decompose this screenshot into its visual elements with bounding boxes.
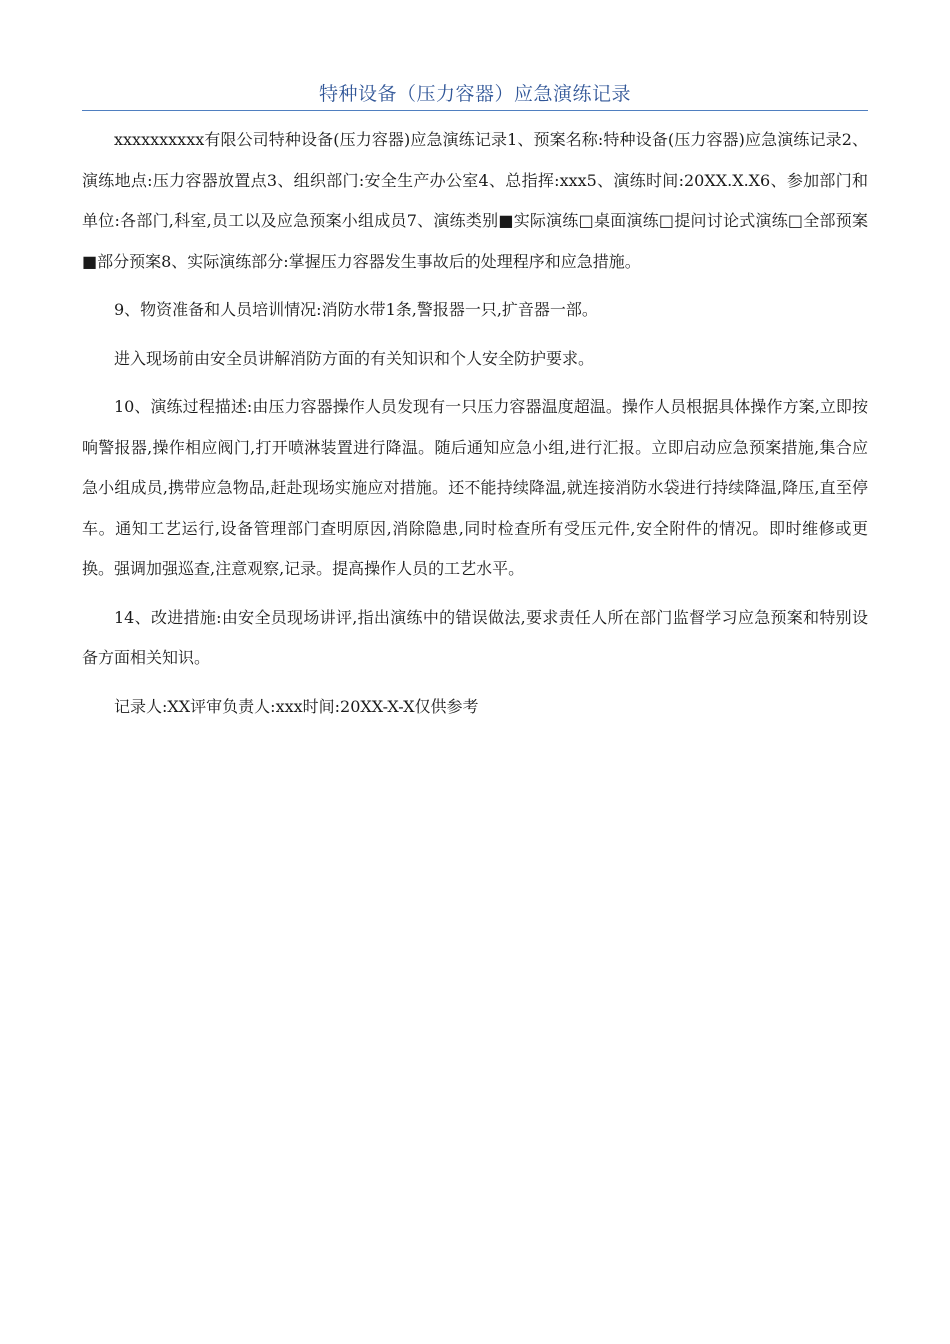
paragraph-drill-info: xxxxxxxxxx有限公司特种设备(压力容器)应急演练记录1、预案名称:特种设备(压力容器)应急演练记录2、演练地点:压力容器放置点3、组织部门:安全生产办公室4、总指挥:xxx5、演练时间:20XX.X.X6、参加部门和单位:各部门,科室,员工以及应急预案小组成员7、演练类别■实际演练□桌面演练□提问讨论式演练□全部预案■部分预案8、实际演练部分:掌握压力容器发生事故后的处理程序和应急措施。 [82, 130, 868, 271]
paragraph-safety-briefing: 进入现场前由安全员讲解消防方面的有关知识和个人安全防护要求。 [114, 348, 595, 368]
paragraph-materials: 9、物资准备和人员培训情况:消防水带1条,警报器一只,扩音器一部。 [114, 300, 598, 319]
paragraph-improvement-measures: 14、改进措施:由安全员现场讲评,指出演练中的错误做法,要求责任人所在部门监督学习应急预案和特别设备方面相关知识。 [82, 607, 868, 667]
document-title: 特种设备（压力容器）应急演练记录 [318, 83, 631, 105]
paragraph-process-description: 10、演练过程描述:由压力容器操作人员发现有一只压力容器温度超温。操作人员根据具体操作方案,立即按响警报器,操作相应阀门,打开喷淋装置进行降温。随后通知应急小组,进行汇报。立即启动应急预案措施,集合应急小组成员,携带应急物品,赶赴现场实施应对措施。还不能持续降温,就连接消防水袋进行持续降温,降压,直至停车。通知工艺运行,设备管理部门查明原因,消除隐患,同时检查所有受压元件,安全附件的情况。即时维修或更换。强调加强巡查,注意观察,记录。提高操作人员的工艺水平。 [82, 397, 868, 578]
document-body [82, 120, 868, 735]
paragraph-recorder-signature: 记录人:XX评审负责人:xxx时间:20XX-X-X仅供参考 [114, 696, 479, 716]
page-header [82, 80, 868, 111]
